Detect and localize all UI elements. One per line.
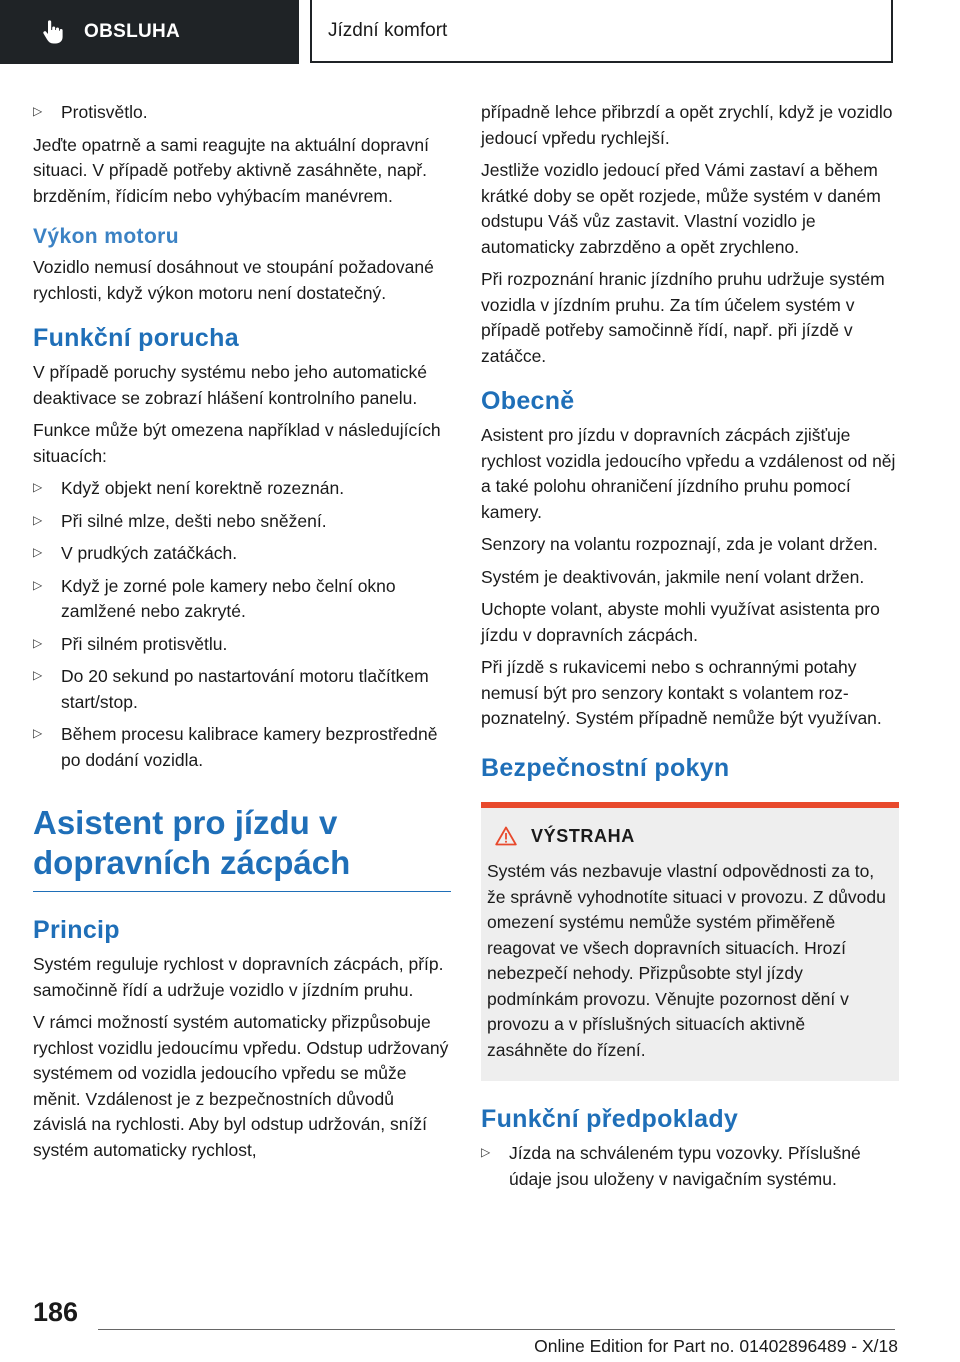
heading-obecne: Obecně: [481, 387, 575, 415]
paragraph: Při jízdě s rukavicemi nebo s ochrannými potahy nemusí být pro senzory kontakt s volantem rozpoznatelný. Systém případně nemůže být využívan.: [481, 657, 882, 728]
heading-princip: Princip: [33, 916, 120, 944]
warning-title: VÝSTRAHA: [495, 824, 889, 850]
paragraph: V případě poruchy systému nebo jeho automatické deaktivace se zobrazí hlášení kontrolního panelu.: [33, 362, 427, 408]
heading-bezpecnostni-pokyn: Bezpečnostní pokyn: [481, 753, 730, 782]
triangle-bullet-icon: ▷: [33, 104, 43, 118]
footer-divider: [98, 1329, 895, 1330]
list-item: ▷ V prudkých zatáčkách.: [33, 543, 238, 563]
chapter-title: Jízdní komfort: [310, 0, 893, 63]
page-number: 186: [33, 1297, 79, 1327]
triangle-bullet-icon: ▷: [481, 1145, 491, 1159]
list-item: ▷ Když objekt není korektně rozeznán.: [33, 478, 345, 498]
triangle-bullet-icon: ▷: [33, 545, 43, 559]
paragraph: Jestliže vozidlo jedoucí před Vámi zastaví a během krátké doby se opět rozjede, může systém v daném odstupu Váš vůz zastavit. Vlastní vozidlo je automaticky zabrzděno a opět zrychleno.: [481, 160, 881, 257]
right-column: [481, 100, 899, 1199]
list-item: ▷ Při silné mlze, dešti nebo sněžení.: [33, 510, 327, 531]
hand-pointer-icon: [42, 20, 64, 44]
warning-text: Systém vás nezbavuje vlastní odpovědnosti za to, že správně vyhodnotíte situaci v provozu. Z důvodu omezení systému nemůže systém přiměřeně reagovat ve všech dopravních situacích. Hrozí nebezpečí nehody. Přizpůsobte styl jízdy podmínkám provozu. Věnujte pozornost dění v provozu a v příslušných situacích aktivně zasáhněte do řízení.: [487, 861, 886, 1060]
left-column: [33, 100, 451, 1170]
paragraph: Systém reguluje rychlost v dopravních zácpách, příp. samočinně řídí a udržuje vozidlo v jízdním pruhu.: [33, 954, 444, 1000]
triangle-bullet-icon: ▷: [33, 480, 43, 494]
triangle-bullet-icon: ▷: [33, 668, 43, 682]
heading-funkcni-porucha: Funkční porucha: [33, 324, 239, 352]
list-item: ▷ Protisvětlo.: [33, 102, 148, 122]
list-item: ▷ Během procesu kalibrace kamery bezprostředně po dodání vozidla.: [33, 724, 438, 770]
paragraph: Funkce může být omezena například v následujících situacích:: [33, 420, 441, 466]
paragraph: Při rozpoznání hranic jízdního pruhu udržuje systém vozidla v jízdním pruhu. Za tím účelem systém v případě potřeby samočinně řídí, např. při jízdě v zatáčce.: [481, 269, 885, 366]
paragraph: Jeďte opatrně a sami reagujte na aktuální dopravní situaci. V případě potřeby aktivně zasáhněte, např. brzděním, řídicím nebo vyhýbacím manévrem.: [33, 134, 430, 206]
paragraph: Asistent pro jízdu v dopravních zácpách zjišťuje rychlost vozidla jedoucího vpředu a vzdálenost od něj a také polohu ohraničení jízdního pruhu pomocí kamery.: [481, 425, 896, 522]
triangle-bullet-icon: ▷: [33, 635, 43, 650]
warning-box: [481, 802, 899, 1082]
list-item: ▷ Při silném protisvětlu.: [33, 633, 228, 654]
paragraph: Senzory na volantu rozpoznají, zda je volant držen.: [481, 534, 878, 554]
heading-vykon-motoru: Výkon motoru: [33, 225, 179, 248]
heading-asistent: Asistent pro jízdu v dopravních zácpách: [33, 803, 451, 892]
list-item: ▷ Do 20 sekund po nastartování motoru tlačítkem start/stop.: [33, 666, 429, 712]
page-header: [0, 0, 960, 66]
list-item: ▷ Jízda na schváleném typu vozovky. Příslušné údaje jsou uloženy v navigačním systému.: [481, 1143, 861, 1189]
triangle-bullet-icon: ▷: [33, 577, 43, 592]
list-item: ▷ Když je zorné pole kamery nebo čelní okno zamlžené nebo zakryté.: [33, 575, 396, 621]
section-tab: [0, 0, 299, 64]
paragraph: případně lehce přibrzdí a opět zrychlí, když je vozidlo jedoucí vpředu rychlejší.: [481, 102, 893, 148]
paragraph: Uchopte volant, abyste mohli využívat asistenta pro jízdu v dopravních zácpách.: [481, 599, 880, 645]
warning-triangle-icon: [495, 826, 517, 846]
triangle-bullet-icon: ▷: [33, 512, 43, 527]
footer-edition: Online Edition for Part no. 01402896489 - X/18: [534, 1336, 898, 1356]
paragraph: V rámci možností systém automaticky přizpůsobuje rychlost vozidlu jedoucímu vpředu. Odstup udržovaný systémem od vozidla jedoucího vpředu se může měnit. Vzdálenost je z bezpečnostních důvodů závislá na rychlosti. Aby byl odstup udržován, sníží systém automaticky rychlost,: [33, 1012, 449, 1160]
section-title: OBSLUHA: [84, 21, 181, 42]
triangle-bullet-icon: ▷: [33, 726, 43, 740]
paragraph: Systém je deaktivován, jakmile není volant držen.: [481, 566, 865, 587]
paragraph: Vozidlo nemusí dosáhnout ve stoupání požadované rychlosti, když výkon motoru není dostatečný.: [33, 257, 434, 303]
heading-funkcni-predpoklady: Funkční předpoklady: [481, 1105, 739, 1133]
